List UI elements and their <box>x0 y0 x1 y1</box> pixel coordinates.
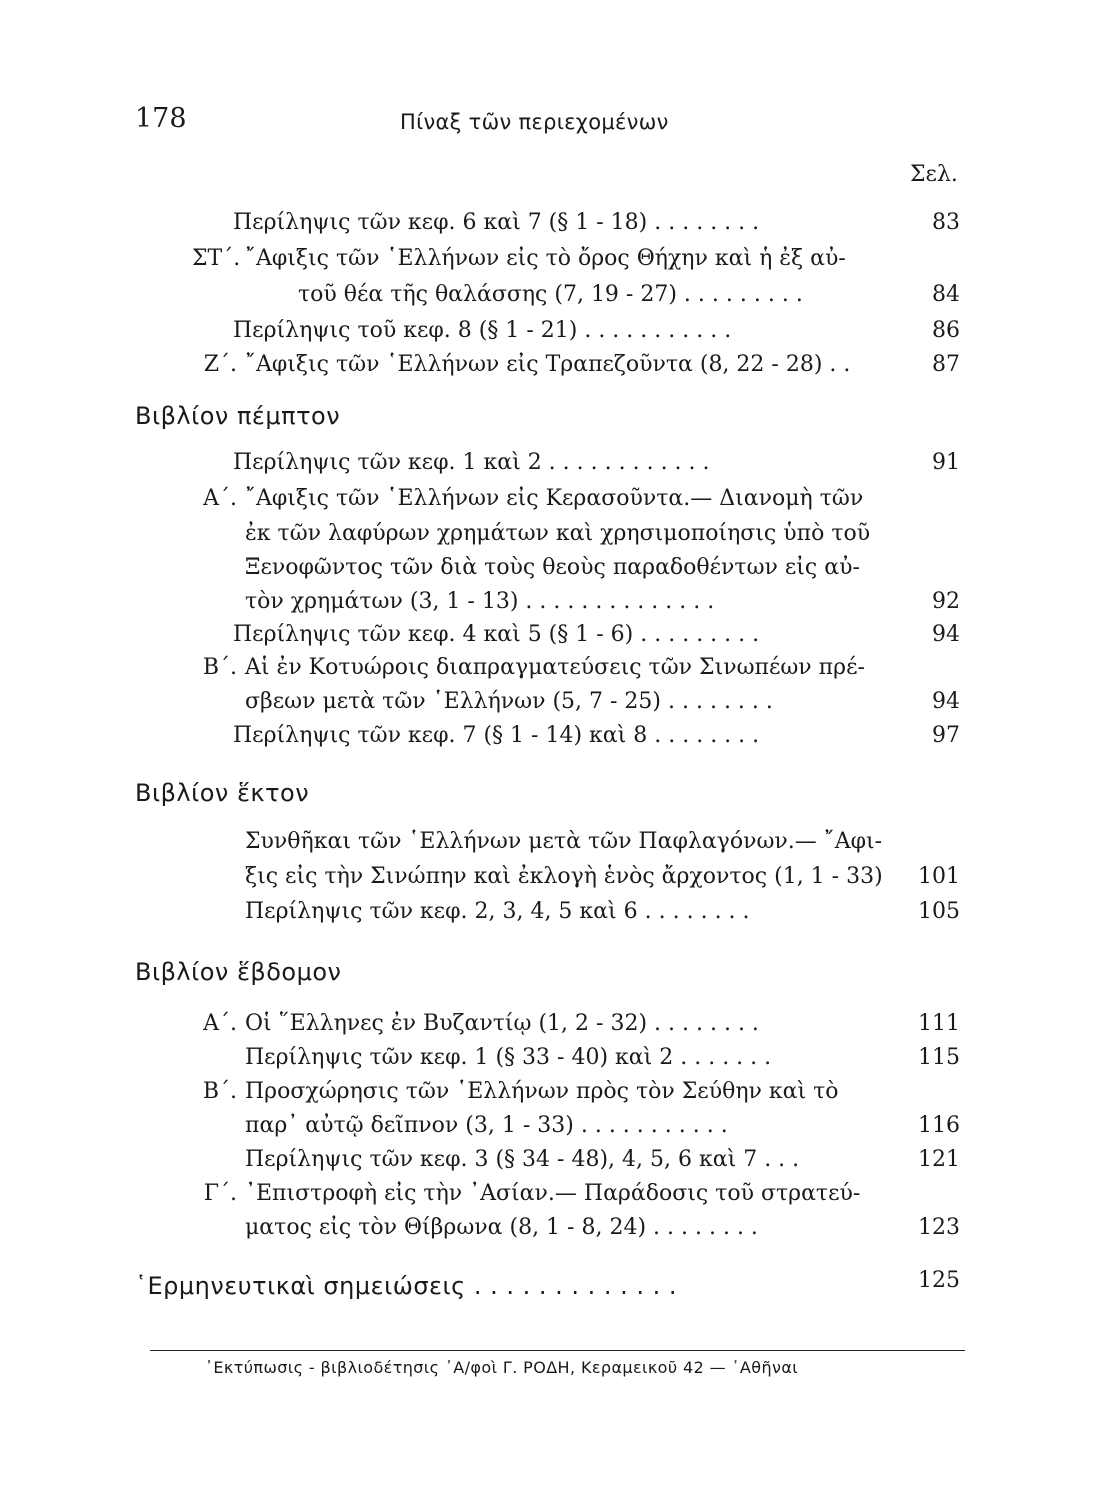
toc-entry: Συνθῆκαι τῶν ῾Ελλήνων μετὰ τῶν Παφλαγόνων.— ῎Αφι- <box>245 829 883 854</box>
toc-entry: Περίληψις τοῦ κεφ. 8 (§ 1 - 21) . . . . . . . . . . . <box>233 318 732 343</box>
footer-rule <box>150 1350 965 1351</box>
toc-page: 94 <box>932 622 960 647</box>
entry-label: Α΄. <box>203 486 237 511</box>
toc-entry: παρ᾽ αὐτῷ δεῖπνον (3, 1 - 33) . . . . . . . . . . . <box>245 1113 728 1138</box>
toc-page: 121 <box>918 1147 960 1172</box>
toc-entry: Περίληψις τῶν κεφ. 2, 3, 4, 5 καὶ 6 . . . . . . . . <box>245 899 750 924</box>
explanatory-notes-entry: ῾Ερμηνευτικαὶ σημειώσεις . . . . . . . . . . . . . <box>135 1272 678 1300</box>
toc-entry: Ξενοφῶντος τῶν διὰ τοὺς θεοὺς παραδοθέντων εἰς αὐ- <box>245 555 860 580</box>
toc-page: 94 <box>932 689 960 714</box>
toc-entry: ῎Αφιξις τῶν ῾Ελλήνων εἰς τὸ ὄρος Θήχην καὶ ἡ ἐξ αὐ- <box>245 246 846 271</box>
toc-entry: Περίληψις τῶν κεφ. 1 καὶ 2 . . . . . . . . . . . . <box>233 450 710 475</box>
section-heading-book7: Βιβλίον ἕβδομον <box>135 958 342 986</box>
entry-label: Γ΄. <box>203 1181 237 1206</box>
toc-page: 125 <box>918 1268 960 1293</box>
toc-page: 105 <box>918 899 960 924</box>
toc-page: 115 <box>918 1045 960 1070</box>
toc-page: 101 <box>918 864 960 889</box>
toc-page: 92 <box>932 589 960 614</box>
entry-label: Ζ΄. <box>203 352 237 377</box>
toc-page: 87 <box>932 352 960 377</box>
toc-entry: Οἱ ῞Ελληνες ἐν Βυζαντίῳ (1, 2 - 32) . . . . . . . . <box>245 1011 759 1036</box>
toc-page: 91 <box>932 450 960 475</box>
toc-page: 111 <box>918 1011 960 1036</box>
toc-page: 123 <box>918 1215 960 1240</box>
toc-entry: Περίληψις τῶν κεφ. 3 (§ 34 - 48), 4, 5, 6 καὶ 7 . . . <box>245 1147 800 1172</box>
toc-entry: σβεων μετὰ τῶν ῾Ελλήνων (5, 7 - 25) . . . . . . . . <box>245 689 773 714</box>
entry-label: Β΄. <box>202 1079 237 1104</box>
entry-label: Α΄. <box>203 1011 237 1036</box>
toc-page: 84 <box>932 282 960 307</box>
toc-page: 86 <box>932 318 960 343</box>
toc-entry: ματος εἰς τὸν Θίβρωνα (8, 1 - 8, 24) . . . . . . . . <box>245 1215 758 1240</box>
toc-entry: Αἱ ἐν Κοτυώροις διαπραγματεύσεις τῶν Σινωπέων πρέ- <box>245 655 865 680</box>
running-title: Πίναξ τῶν περιεχομένων <box>400 110 669 134</box>
toc-entry: Περίληψις τῶν κεφ. 6 καὶ 7 (§ 1 - 18) . . . . . . . . <box>233 210 760 235</box>
printer-imprint: ᾽Εκτύπωσις - βιβλιοδέτησις ᾽Α/φοὶ Γ. ΡΟΔΗ, Κεραμεικοῦ 42 — ᾽Αθῆναι <box>205 1358 799 1377</box>
toc-entry: Περίληψις τῶν κεφ. 7 (§ 1 - 14) καὶ 8 . . . . . . . . <box>233 723 760 748</box>
toc-entry: Προσχώρησις τῶν ῾Ελλήνων πρὸς τὸν Σεύθην καὶ τὸ <box>245 1079 839 1104</box>
section-heading-book5: Βιβλίον πέμπτον <box>135 402 341 430</box>
toc-entry: ᾽Επιστροφὴ εἰς τὴν ᾽Ασίαν.— Παράδοσις τοῦ στρατεύ- <box>245 1181 861 1206</box>
toc-entry: Περίληψις τῶν κεφ. 4 καὶ 5 (§ 1 - 6) . . . . . . . . . <box>233 622 760 647</box>
toc-page: 83 <box>932 210 960 235</box>
toc-entry: ἐκ τῶν λαφύρων χρημάτων καὶ χρησιμοποίησις ὑπὸ τοῦ <box>245 521 871 546</box>
toc-entry: ῎Αφιξις τῶν ῾Ελλήνων εἰς Τραπεζοῦντα (8, 22 - 28) . . <box>245 352 851 377</box>
toc-entry: ῎Αφιξις τῶν ῾Ελλήνων εἰς Κερασοῦντα.— Διανομὴ τῶν <box>245 486 864 511</box>
entry-label: Β΄. <box>202 655 237 680</box>
entry-label: ΣΤ΄. <box>192 246 241 271</box>
section-heading-book6: Βιβλίον ἕκτον <box>135 779 310 807</box>
toc-entry: Περίληψις τῶν κεφ. 1 (§ 33 - 40) καὶ 2 . . . . . . . <box>245 1045 772 1070</box>
toc-page: 97 <box>932 723 960 748</box>
toc-entry: τοῦ θέα τῆς θαλάσσης (7, 19 - 27) . . . . . . . . . <box>298 282 803 307</box>
toc-entry: τὸν χρημάτων (3, 1 - 13) . . . . . . . . . . . . . . <box>245 589 715 614</box>
page-number: 178 <box>135 103 187 134</box>
toc-entry: ξις εἰς τὴν Σινώπην καὶ ἐκλογὴ ἑνὸς ἄρχοντος (1, 1 - 33) <box>245 864 883 889</box>
page-column-label: Σελ. <box>910 162 958 187</box>
toc-page: 116 <box>918 1113 960 1138</box>
